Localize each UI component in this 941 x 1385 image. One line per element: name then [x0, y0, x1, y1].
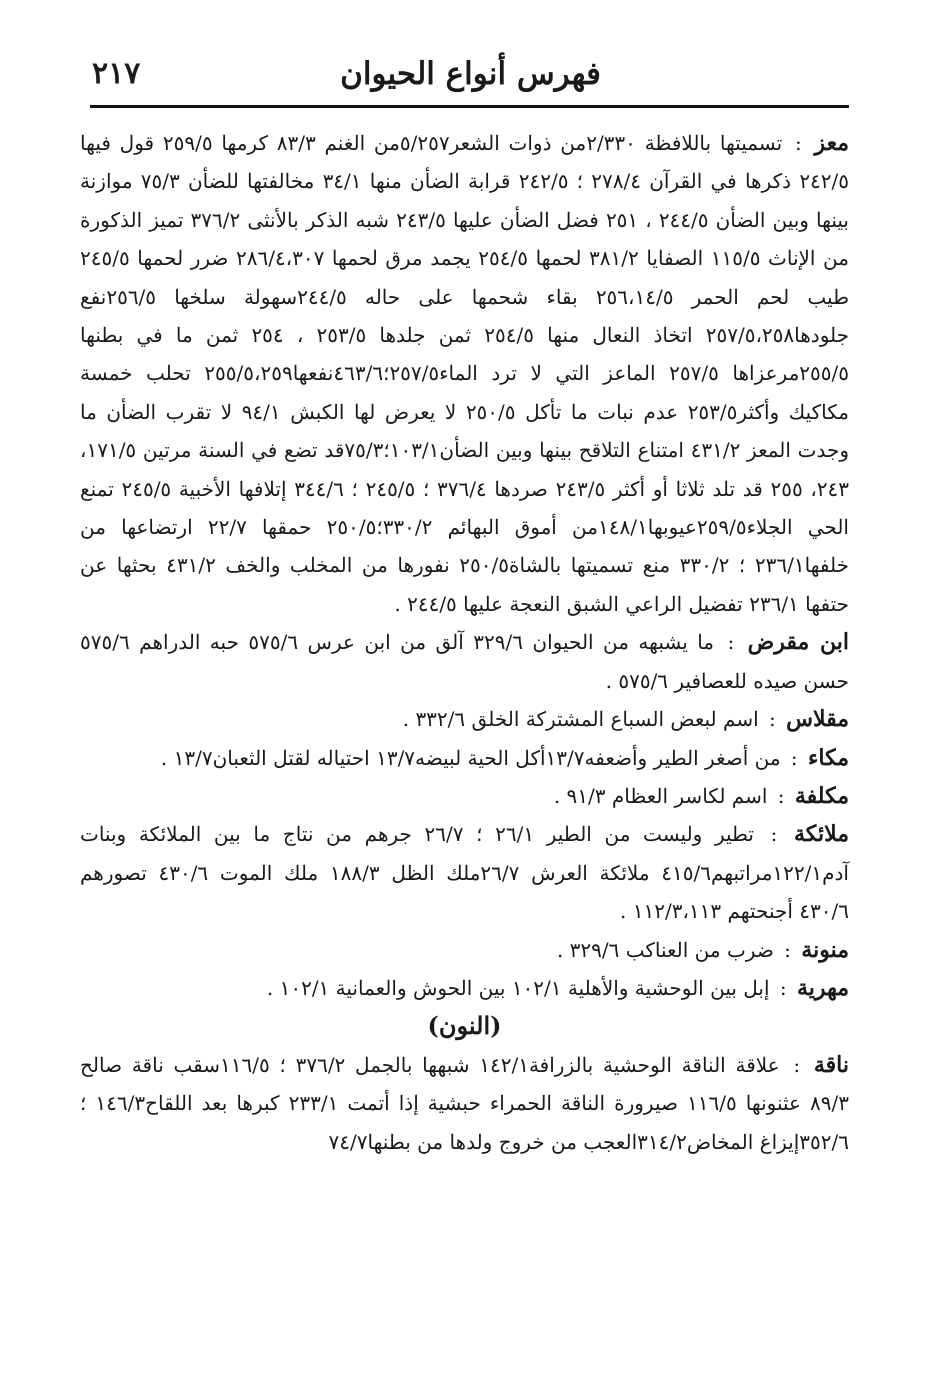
index-entry-malaika: ملائكة : تطير وليست من الطير ٢٦/١ ؛ ٢٦/٧ جرهم من نتاج ما بين الملائكة وبنات آدم١٢٢/١مراتبهم٤١٥/٦ ملائكة العرش ٢٦/٧ملك الظل ١٨٨/٣ ملك الموت ٤٣٠/٦ تصورهم ٤٣٠/٦ أجنحتهم ١١٢/٣،١١٣ . [80, 821, 849, 924]
index-entry-makka: مكاء : من أصغر الطير وأضعفه١٣/٧أكل الحية لبيضه١٣/٧ احتياله لقتل الثعبان١٣/٧ . [160, 744, 849, 771]
page-title: فهرس أنواع الحيوان [340, 56, 601, 92]
entry-headword: ملائكة [794, 821, 849, 848]
index-entry-miqlas: مقلاس : اسم لبعض السباع المشتركة الخلق ٣٣٢/٦ . [402, 706, 849, 733]
header-divider [90, 105, 849, 108]
index-entry-manuna: منونة : ضرب من العناكب ٣٢٩/٦ . [556, 936, 849, 963]
entry-text: ما يشبهه من الحيوان ٣٢٩/٦ آلق من ابن عرس ٥٧٥/٦ حبه الدراهم ٥٧٥/٦ حسن صيده للعصافير ٥٧٥/٦ . [80, 630, 849, 693]
entry-text: علاقة الناقة الوحشية بالزرافة١٤٢/١ شبهها بالجمل ٣٧٦/٢ ؛ ١١٦/٥سقب ناقة صالح ٨٩/٣ عثنونها ١١٦/٥ صيرورة الناقة الحمراء حبشية إذا أتمت ٢٣٣/١ كبرها بعد اللقاح١٤٦/٣ ؛ ٣٥٢/٦إيزاغ المخاض٣١٤/٢العجب من خروج ولدها من بطنها٧٤/٧ [80, 1052, 850, 1154]
entry-headword: ناقة [813, 1051, 849, 1078]
index-content [80, 124, 849, 1161]
index-entry-ibn-miqrad: ابن مقرض : ما يشبهه من الحيوان ٣٢٩/٦ آلق من ابن عرس ٥٧٥/٦ حبه الدراهم ٥٧٥/٦ حسن صيده للعصافير ٥٧٥/٦ . [80, 629, 850, 693]
entry-headword: منونة [801, 936, 849, 963]
page-header [92, 52, 849, 102]
entry-text: تسميتها باللافظة ٢/٣٣٠من ذوات الشعر٥/٢٥٧من الغنم ٨٣/٣ كرمها ٢٥٩/٥ قول فيها ٢٤٢/٥ ذكرها في القرآن ٢٧٨/٤ ؛ ٢٤٢/٥ قرابة الضأن منها ٣٤/١ مخالفتها للضأن ٧٥/٣ موازنة بينها وبين الضأن ٢٤٤/٥ ، ٢٥١ فضل الضأن عليها ٢٤٣/٥ شبه الذكر بالأنثى ٣٧٦/٢ تميز الذكورة من الإناث ١١٥/٥ الصفايا ٣٨١/٢ لحمها ٢٥٤/٥ يجمد مرق لحمها ٢٨٦/٤،٣٠٧ ضرر لحمها ٢٤٥/٥ طيب لحم الحمر ٢٥٦،١٤/٥ بقاء شحمها على حاله ٢٤٤/٥سهولة سلخها ٢٥٦/٥نفع جلودها٢٥٧/٥،٢٥٨ اتخاذ النعال منها ٢٥٤/٥ ثمن جلدها ٢٥٣/٥ ، ٢٥٤ ثمن ما في بطنها ٢٥٥/٥مرعزاها ٢٥٧/٥ الماعز التي لا ترد الماء٢٥٧/٥؛٤٦٣/٦نفعها٢٥٥/٥،٢٥٩ تحلب خمسة مكاكيك وأكثر٢٥٣/٥ عدم نبات ما تأكل ٢٥٠/٥ لا يعرض لها الكبش ٩٤/١ لا تقرب الضأن ما وجدت المعز ٤٣١/٢ امتناع التلاقح بينها وبين الضأن١٠٣/١؛٧٥/٣قد تضع في السنة مرتين ١٧١/٥، ٢٤٣، ٢٥٥ قد تلد ثلاثا أو أكثر ٢٤٣/٥ صردها ٣٧٦/٤ ؛ ٢٤٥/٥ ؛ ٣٤٤/٦ إتلافها الأخبية ٢٤٥/٥ تمنع الحي الجلاء٢٥٩/٥عيوبها١٤٨/١من أموق البهائم ٣٣٠/٢؛٢٥٠/٥ حمقها ٢٢/٧ ارتضاعها من خلفها٢٣٦/١ ؛ ٣٣٠/٢ منع تسميتها بالشاة٢٥٠/٥ نفورها من المخلب والخف ٤٣١/٢ بحثها عن حتفها ٢٣٦/١ تفضيل الراعي الشبق النعجة عليها ٢٤٤/٥ . [80, 131, 850, 616]
section-heading: (النون) [427, 1011, 502, 1041]
entry-text: إبل بين الوحشية والأهلية ١٠٢/١ بين الحوش والعمانية ١٠٢/١ . [266, 975, 770, 1000]
entry-headword: مهرية [797, 974, 849, 1001]
page-number: ٢١٧ [92, 56, 141, 91]
entry-text: ضرب من العناكب ٣٢٩/٦ . [556, 937, 774, 962]
entry-text: اسم لبعض السباع المشتركة الخلق ٣٣٢/٦ . [402, 707, 759, 732]
index-entry-maaz: معز : تسميتها باللافظة ٢/٣٣٠من ذوات الشعر٥/٢٥٧من الغنم ٨٣/٣ كرمها ٢٥٩/٥ قول فيها ٢٤٢/٥ ذكرها في القرآن ٢٧٨/٤ ؛ ٢٤٢/٥ قرابة الضأن منها ٣٤/١ مخالفتها للضأن ٧٥/٣ موازنة بينها وبين الضأن ٢٤٤/٥ ، ٢٥١ فضل الضأن عليها ٢٤٣/٥ شبه الذكر بالأنثى ٣٧٦/٢ تميز الذكورة من الإناث ١١٥/٥ الصفايا ٣٨١/٢ لحمها ٢٥٤/٥ يجمد مرق لحمها ٢٨٦/٤،٣٠٧ ضرر لحمها ٢٤٥/٥ طيب لحم الحمر ٢٥٦،١٤/٥ بقاء شحمها على حاله ٢٤٤/٥سهولة سلخها ٢٥٦/٥نفع جلودها٢٥٧/٥،٢٥٨ اتخاذ النعال منها ٢٥٤/٥ ثمن جلدها ٢٥٣/٥ ، ٢٥٤ ثمن ما في بطنها ٢٥٥/٥مرعزاها ٢٥٧/٥ الماعز التي لا ترد الماء٢٥٧/٥؛٤٦٣/٦نفعها٢٥٥/٥،٢٥٩ تحلب خمسة مكاكيك وأكثر٢٥٣/٥ عدم نبات ما تأكل ٢٥٠/٥ لا يعرض لها الكبش ٩٤/١ لا تقرب الضأن ما وجدت المعز ٤٣١/٢ امتناع التلاقح بينها وبين الضأن١٠٣/١؛٧٥/٣قد تضع في السنة مرتين ١٧١/٥، ٢٤٣، ٢٥٥ قد تلد ثلاثا أو أكثر ٢٤٣/٥ صردها ٣٧٦/٤ ؛ ٢٤٥/٥ ؛ ٣٤٤/٦ إتلافها الأخبية ٢٤٥/٥ تمنع الحي الجلاء٢٥٩/٥عيوبها١٤٨/١من أموق البهائم ٣٣٠/٢؛٢٥٠/٥ حمقها ٢٢/٧ ارتضاعها من خلفها٢٣٦/١ ؛ ٣٣٠/٢ منع تسميتها بالشاة٢٥٠/٥ نفورها من المخلب والخف ٤٣١/٢ بحثها عن حتفها ٢٣٦/١ تفضيل الراعي الشبق النعجة عليها ٢٤٤/٥ . [80, 130, 850, 616]
entry-headword: مكاء [808, 744, 849, 771]
entry-text: اسم لكاسر العظام ٩١/٣ . [553, 783, 768, 808]
entry-headword: مكلفة [794, 782, 849, 809]
index-entry-naqa: ناقة : علاقة الناقة الوحشية بالزرافة١٤٢/١ شبهها بالجمل ٣٧٦/٢ ؛ ١١٦/٥سقب ناقة صالح ٨٩/٣ عثنونها ١١٦/٥ صيرورة الناقة الحمراء حبشية إذا أتمت ٢٣٣/١ كبرها بعد اللقاح١٤٦/٣ ؛ ٣٥٢/٦إيزاغ المخاض٣١٤/٢العجب من خروج ولدها من بطنها٧٤/٧ [80, 1051, 850, 1154]
index-entry-mukallifa: مكلفة : اسم لكاسر العظام ٩١/٣ . [553, 782, 849, 809]
index-entry-mahriyya: مهرية : إبل بين الوحشية والأهلية ١٠٢/١ بين الحوش والعمانية ١٠٢/١ . [266, 974, 849, 1001]
entry-headword: مقلاس [786, 706, 849, 733]
entry-text: تطير وليست من الطير ٢٦/١ ؛ ٢٦/٧ جرهم من نتاج ما بين الملائكة وبنات آدم١٢٢/١مراتبهم٤١٥/٦ ملائكة العرش ٢٦/٧ملك الظل ١٨٨/٣ ملك الموت ٤٣٠/٦ تصورهم ٤٣٠/٦ أجنحتهم ١١٢/٣،١١٣ . [80, 822, 849, 924]
entry-text: من أصغر الطير وأضعفه١٣/٧أكل الحية لبيضه١٣/٧ احتياله لقتل الثعبان١٣/٧ . [160, 745, 781, 770]
entry-headword: ابن مقرض [747, 629, 850, 656]
entry-headword: معز [814, 130, 850, 156]
